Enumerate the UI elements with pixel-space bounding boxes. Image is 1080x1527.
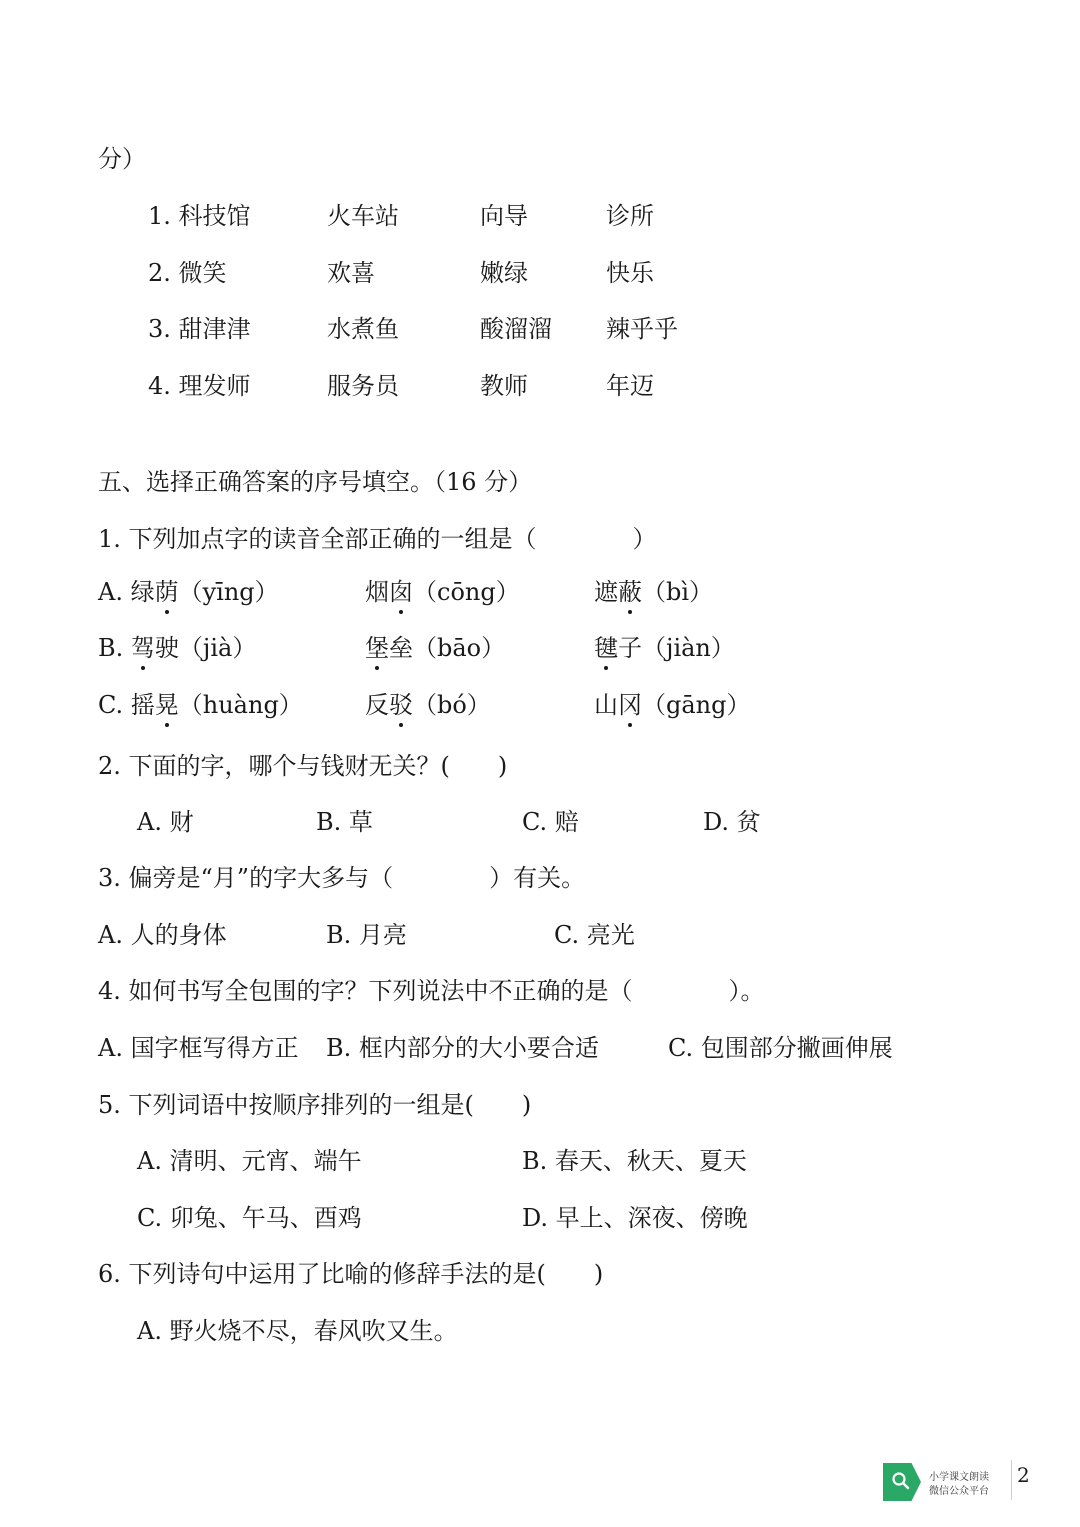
previous-question-tail: 分） xyxy=(98,145,146,173)
option-prefix: A. 绿 xyxy=(98,578,155,606)
question-5-stem: 5. 下列词语中按顺序排列的一组是( ) xyxy=(98,1091,532,1119)
question-1-option xyxy=(594,576,713,608)
option-prefix: 遮 xyxy=(594,578,618,606)
word-group-4-item-2: 服务员 xyxy=(327,372,399,400)
dotted-character: 蔽 xyxy=(618,578,642,606)
question-6-option: A. 野火烧不尽，春风吹又生。 xyxy=(137,1317,458,1345)
page-number: 2 xyxy=(1017,1463,1030,1487)
badge-title: 小学课文朗读 xyxy=(929,1472,989,1483)
pinyin: （yīng） xyxy=(178,578,279,606)
option-prefix: C. 摇 xyxy=(98,691,155,719)
dotted-character: 晃 xyxy=(154,691,179,719)
question-1-option xyxy=(98,576,279,608)
pinyin: （jià） xyxy=(178,634,257,662)
question-1-option xyxy=(365,689,491,721)
option-suffix: 驶 xyxy=(154,634,179,662)
pinyin: （bāo） xyxy=(413,634,506,662)
footer-divider xyxy=(1011,1460,1012,1500)
word-group-4-item-4: 年迈 xyxy=(606,372,654,400)
word-group-2-item-4: 快乐 xyxy=(606,259,654,287)
search-icon xyxy=(890,1470,912,1492)
dotted-character: 囱 xyxy=(389,578,413,606)
question-4-option: C. 包围部分撇画伸展 xyxy=(668,1034,893,1062)
pinyin: （bó） xyxy=(413,691,491,719)
word-group-2-item-1: 2. 微笑 xyxy=(148,259,227,287)
question-1-option xyxy=(98,632,256,664)
question-3-option: A. 人的身体 xyxy=(98,921,227,949)
question-1-option xyxy=(365,632,505,664)
pinyin: （bì） xyxy=(642,578,714,606)
question-2-option: D. 贫 xyxy=(703,808,761,836)
dotted-character: 驳 xyxy=(389,691,413,719)
question-5-option: A. 清明、元宵、端午 xyxy=(137,1147,362,1175)
question-1-option xyxy=(98,689,303,721)
question-5-option: C. 卯兔、午马、酉鸡 xyxy=(137,1204,362,1232)
dotted-character: 堡 xyxy=(365,634,389,662)
question-2-option: B. 草 xyxy=(316,808,373,836)
question-1-option xyxy=(594,632,735,664)
word-group-3-item-3: 酸溜溜 xyxy=(480,315,552,343)
badge-subtitle: 微信公众平台 xyxy=(929,1486,989,1497)
wechat-platform-badge xyxy=(883,1463,1011,1501)
question-2-option: A. 财 xyxy=(137,808,194,836)
question-1-option xyxy=(594,689,751,721)
word-group-1-item-1: 1. 科技馆 xyxy=(148,202,251,230)
word-group-3-item-1: 3. 甜津津 xyxy=(148,315,251,343)
question-5-option: D. 早上、深夜、傍晚 xyxy=(522,1204,748,1232)
question-3-option: C. 亮光 xyxy=(554,921,635,949)
word-group-1-item-3: 向导 xyxy=(480,202,528,230)
option-prefix: 反 xyxy=(365,691,389,719)
question-4-stem: 4. 如何书写全包围的字？下列说法中不正确的是（ ）。 xyxy=(98,977,765,1005)
word-group-3-item-4: 辣乎乎 xyxy=(606,315,678,343)
question-1-option xyxy=(365,576,520,608)
option-suffix: 垒 xyxy=(389,634,413,662)
question-6-stem: 6. 下列诗句中运用了比喻的修辞手法的是( ) xyxy=(98,1260,604,1288)
word-group-2-item-3: 嫩绿 xyxy=(480,259,528,287)
question-4-option: A. 国字框写得方正 xyxy=(98,1034,299,1062)
word-group-3-item-2: 水煮鱼 xyxy=(327,315,399,343)
option-prefix: 烟 xyxy=(365,578,389,606)
option-suffix: 子 xyxy=(618,634,642,662)
pinyin: （gāng） xyxy=(642,691,751,719)
question-3-option: B. 月亮 xyxy=(326,921,407,949)
dotted-character: 毽 xyxy=(594,634,618,662)
word-group-2-item-2: 欢喜 xyxy=(327,259,375,287)
question-5-option: B. 春天、秋天、夏天 xyxy=(522,1147,747,1175)
dotted-character: 驾 xyxy=(130,634,155,662)
section-5-title: 五、选择正确答案的序号填空。（16 分） xyxy=(98,468,533,496)
word-group-1-item-2: 火车站 xyxy=(327,202,399,230)
word-group-1-item-4: 诊所 xyxy=(606,202,654,230)
question-2-option: C. 赔 xyxy=(522,808,579,836)
dotted-character: 荫 xyxy=(154,578,179,606)
question-3-stem: 3. 偏旁是“月”的字大多与（ ）有关。 xyxy=(98,864,586,892)
word-group-4-item-1: 4. 理发师 xyxy=(148,372,251,400)
pinyin: （huàng） xyxy=(178,691,303,719)
pinyin: （jiàn） xyxy=(642,634,735,662)
option-prefix: B. xyxy=(98,634,131,662)
pinyin: （cōng） xyxy=(413,578,520,606)
question-2-stem: 2. 下面的字，哪个与钱财无关？( ) xyxy=(98,752,508,780)
word-group-4-item-3: 教师 xyxy=(480,372,528,400)
question-4-option: B. 框内部分的大小要合适 xyxy=(326,1034,599,1062)
question-1-stem: 1. 下列加点字的读音全部正确的一组是（ ） xyxy=(98,525,657,553)
option-prefix: 山 xyxy=(594,691,618,719)
dotted-character: 冈 xyxy=(618,691,642,719)
